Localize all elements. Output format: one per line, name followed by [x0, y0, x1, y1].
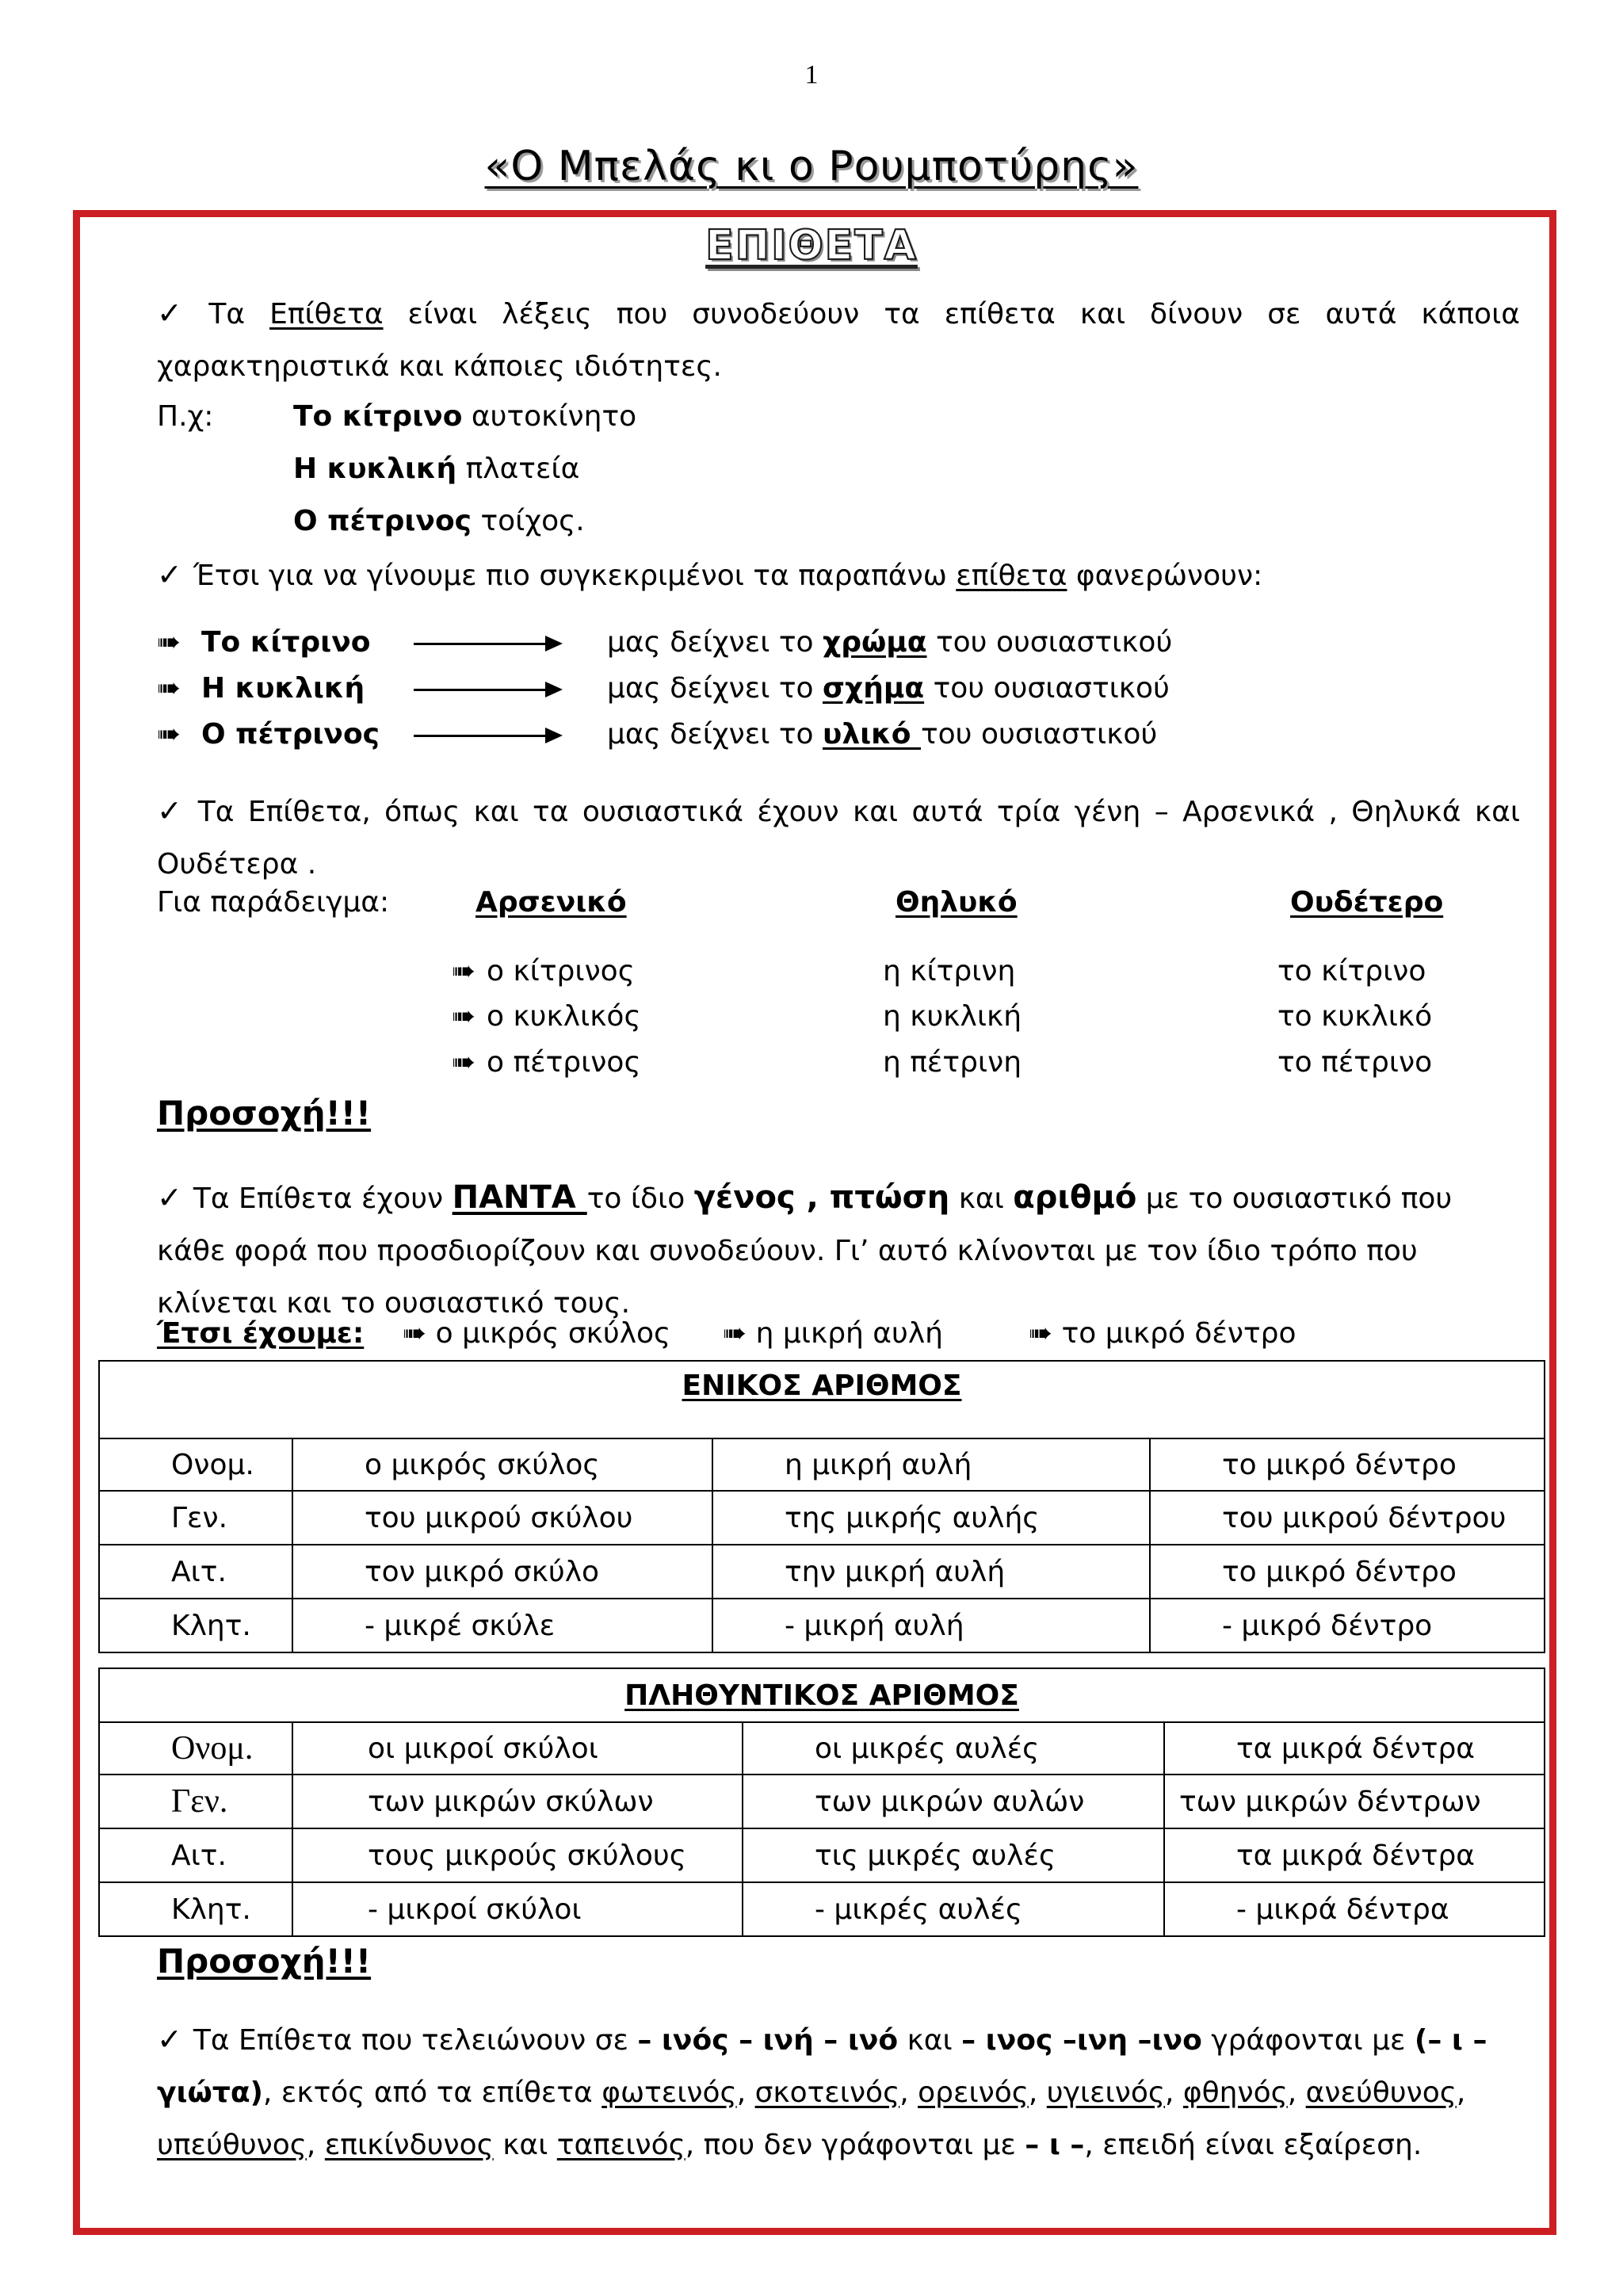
check-icon: ✓ — [157, 296, 198, 330]
arrow-line — [414, 735, 547, 737]
attention-heading-2: Προσοχή!!! — [157, 1942, 372, 1981]
term-epitheta: Επίθετα — [269, 298, 384, 330]
agreement-paragraph: ✓ Τα Επίθετα έχουν ΠΑΝΤΑ το ίδιο γένος , πτώση και αριθμό με το ουσιαστικό που κάθε φορά που προσδιορίζουν και συνοδεύουν. Γι’ αυτό κλίνονται με τον ίδιο τρόπο που κλίνεται και το ουσιαστικό τους. — [157, 1179, 1453, 1320]
so-example: ➠ το μικρό δέντρο — [1029, 1317, 1296, 1350]
check-icon: ✓ — [157, 793, 187, 828]
arrow-bullet-icon: ➠ — [452, 1046, 476, 1079]
arrow-line — [414, 643, 547, 645]
arrow-head-icon — [545, 636, 563, 651]
page-title: «Ο Μπελάς κι ο Ρουμποτύρης» — [484, 143, 1139, 190]
table-title-row — [99, 1361, 1545, 1438]
table-row: Ονομ. ο μικρός σκύλος η μικρή αυλή το μικρό δέντρο — [99, 1438, 1545, 1491]
example-line: Ο πέτρινος τοίχος. — [293, 505, 585, 537]
table-row: Γεν. του μικρού σκύλου της μικρής αυλής του μικρού δέντρου — [99, 1491, 1545, 1545]
so-example: ➠ ο μικρός σκύλος — [403, 1317, 671, 1350]
genders-example-label: Για παράδειγμα: — [157, 886, 390, 919]
plural-table — [98, 1668, 1545, 1937]
so-example: ➠ η μικρή αυλή — [723, 1317, 943, 1350]
arrow-bullet-icon: ➠ — [403, 1317, 427, 1350]
check-icon: ✓ — [157, 2022, 182, 2057]
check-icon: ✓ — [157, 557, 182, 592]
arrow-bullet-icon: ➠ — [157, 718, 181, 751]
arrow-bullet-icon: ➠ — [723, 1317, 747, 1350]
example-line: Το κίτρινο αυτοκίνητο — [293, 400, 637, 433]
so-we-have-label: Έτσι έχουμε: — [157, 1317, 365, 1350]
examples-label: Π.χ: — [157, 400, 214, 433]
endings-paragraph: ✓ Τα Επίθετα που τελειώνουν σε – ινός – ινή – ινό και – ινος –ινη –ινο γράφονται με (– ι – γιώτα), εκτός από τα επίθετα φωτεινός, σκοτεινός, ορεινός, υγιεινός, φθηνός, ανεύθυνος, υπεύθυνος, επικίνδυνος και ταπεινός, που δεν γράφονται με – ι –, επειδή είναι εξαίρεση. — [157, 2022, 1487, 2161]
section-heading: ΕΠΙΘΕΤΑ — [705, 222, 918, 269]
arrow-bullet-icon: ➠ — [452, 1000, 476, 1033]
table-row: Κλητ. - μικροί σκύλοι - μικρές αυλές - μικρά δέντρα — [99, 1882, 1545, 1936]
arrow-bullet-icon: ➠ — [157, 672, 181, 705]
singular-title: ΕΝΙΚΟΣ ΑΡΙΘΜΟΣ — [99, 1361, 1545, 1438]
arrow-bullet-icon: ➠ — [1029, 1317, 1053, 1350]
check-icon: ✓ — [157, 1180, 182, 1215]
example-line: Η κυκλική πλατεία — [293, 453, 580, 485]
header-feminine: Θηλυκό — [896, 886, 1018, 919]
arrow-line — [414, 689, 547, 691]
genders-paragraph: ✓ Τα Επίθετα, όπως και τα ουσιαστικά έχουν και αυτά τρία γένη – Αρσενικά , Θηλυκά και Ουδέτερα . — [157, 793, 1520, 881]
reveal-line: ✓ Έτσι για να γίνουμε πιο συγκεκριμένοι τα παραπάνω επίθετα φανερώνουν: — [157, 557, 1263, 592]
table-row: Κλητ. - μικρέ σκύλε - μικρή αυλή - μικρό δέντρο — [99, 1599, 1545, 1652]
singular-table — [98, 1360, 1545, 1653]
table-row: Αιτ. τον μικρό σκύλο την μικρή αυλή το μικρό δέντρο — [99, 1545, 1545, 1599]
page-number: 1 — [804, 60, 819, 90]
table-row: Γεν. των μικρών σκύλων των μικρών αυλών των μικρών δέντρων — [99, 1775, 1545, 1828]
table-title-row — [99, 1668, 1545, 1722]
arrow-head-icon — [545, 682, 563, 697]
table-row: Αιτ. τους μικρούς σκύλους τις μικρές αυλές τα μικρά δέντρα — [99, 1828, 1545, 1882]
header-masculine: Αρσενικό — [475, 886, 627, 919]
arrow-head-icon — [545, 728, 563, 743]
plural-title: ΠΛΗΘΥΝΤΙΚΟΣ ΑΡΙΘΜΟΣ — [99, 1668, 1545, 1722]
header-neuter: Ουδέτερο — [1290, 886, 1444, 919]
attention-heading: Προσοχή!!! — [157, 1094, 372, 1133]
arrow-bullet-icon: ➠ — [157, 626, 181, 659]
arrow-bullet-icon: ➠ — [452, 955, 476, 988]
table-row: Ονομ. οι μικροί σκύλοι οι μικρές αυλές τα μικρά δέντρα — [99, 1722, 1545, 1775]
intro-paragraph: ✓ Τα Επίθετα είναι λέξεις που συνοδεύουν τα επίθετα και δίνουν σε αυτά κάποια χαρακτηριστικά και κάποιες ιδιότητες. — [157, 296, 1520, 383]
